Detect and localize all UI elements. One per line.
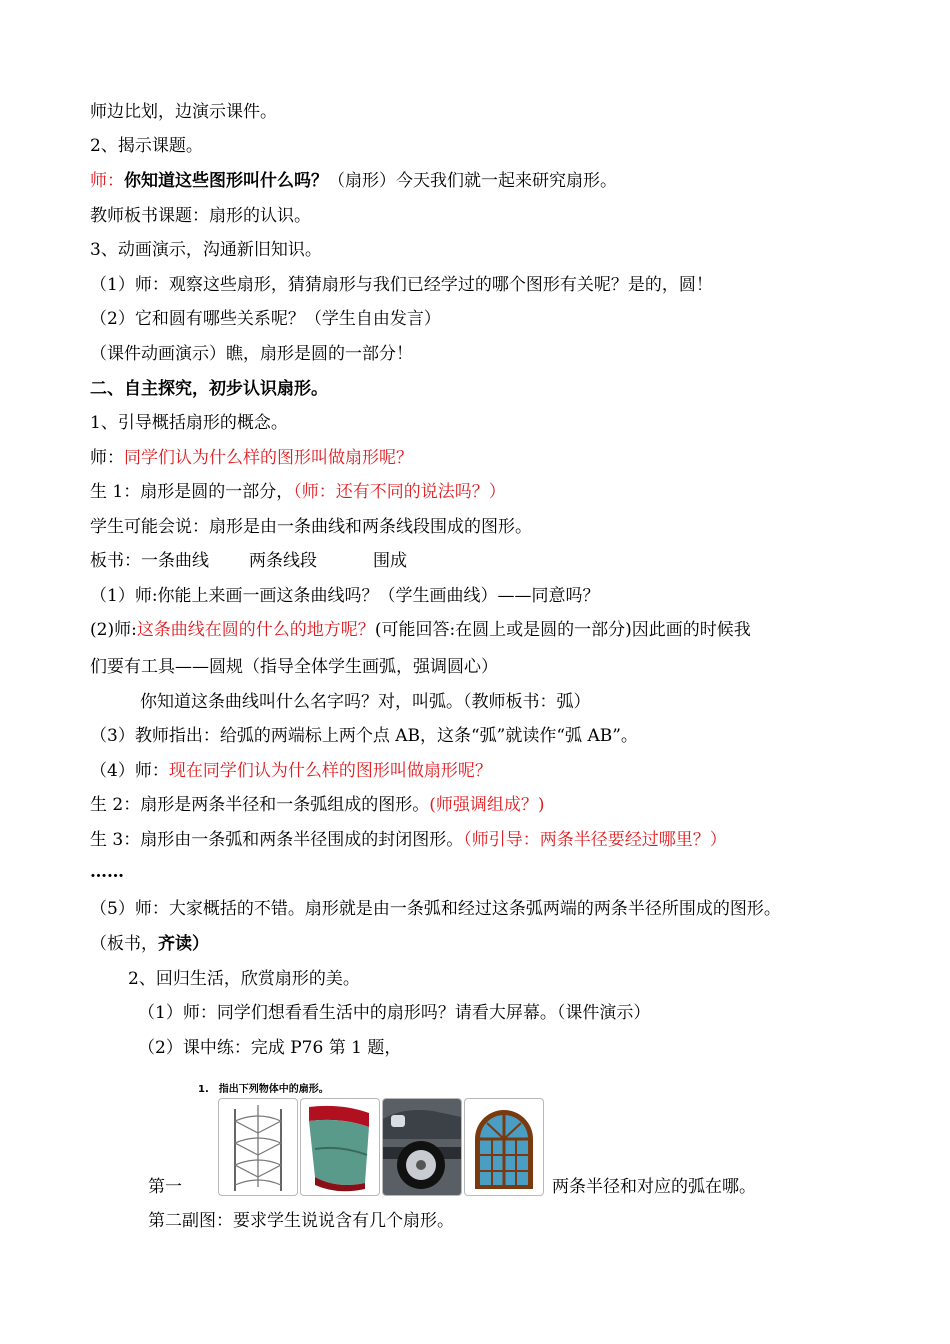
text-line-12 <box>90 480 506 504</box>
section-heading-2: 二、自主探究，初步认识扇形。 <box>90 379 328 399</box>
board-item-curve: 板书：一条曲线 <box>90 551 209 571</box>
text-line-7: （2）它和圆有哪些关系呢？（学生自由发言） <box>90 309 441 329</box>
ellipsis-line: …… <box>90 862 124 882</box>
student-answer: 生 1：扇形是圆的一部分， <box>90 482 294 502</box>
corner-shelf-image <box>218 1098 298 1196</box>
figure-title: 1. 指出下列物体中的扇形。 <box>198 1084 329 1095</box>
student-answer: 生 2：扇形是两条半径和一条弧组成的图形。 <box>90 795 430 815</box>
text-line-21 <box>90 793 545 817</box>
exercise-figure <box>190 1078 550 1198</box>
possible-answer: (可能回答:在圆上或是圆的一部分)因此画的时候我 <box>374 620 751 640</box>
text-line-8: （课件动画演示）瞧，扇形是圆的一部分！ <box>90 344 413 364</box>
text-line-24: （5）师：大家概括的不错。扇形就是由一条弧和经过这条弧两端的两条半径所围成的图形。 <box>90 899 781 919</box>
teacher-label: 师： <box>90 171 124 191</box>
text-line-14 <box>90 549 407 573</box>
text-line-20 <box>90 759 492 783</box>
text-line-30: 第二副图：要求学生说说含有几个扇形。 <box>148 1211 454 1231</box>
text-line-25 <box>90 932 209 956</box>
teacher-followup: （师引导：两条半径要经过哪里？） <box>463 830 727 850</box>
text-line-19: （3）教师指出：给弧的两端标上两个点 AB，这条“弧”就读作“弧 AB”。 <box>90 726 638 746</box>
curved-cabinet-icon <box>301 1099 379 1195</box>
teacher-question: 你知道这些图形叫什么吗？ <box>124 171 328 191</box>
car-wheel-icon <box>383 1099 461 1195</box>
board-note: （板书， <box>90 934 158 954</box>
text-line-22 <box>90 828 727 852</box>
board-item-enclose: 围成 <box>373 551 407 571</box>
teacher-question: 这条曲线在圆的什么的地方呢？ <box>136 620 375 640</box>
text-line-29-start: 第一 <box>148 1177 182 1197</box>
arched-window-icon <box>465 1099 543 1195</box>
curved-cabinet-image <box>300 1098 380 1196</box>
text-line-4: 教师板书课题：扇形的认识。 <box>90 206 311 226</box>
text-line-18: 你知道这条曲线叫什么名字吗？对，叫弧。（教师板书：弧） <box>140 692 591 712</box>
teacher-remark: （扇形）今天我们就一起来研究扇形。 <box>328 171 617 191</box>
teacher-question: 现在同学们认为什么样的图形叫做扇形呢？ <box>168 761 492 781</box>
teacher-question: 同学们认为什么样的图形叫做扇形呢？ <box>124 448 413 468</box>
corner-shelf-icon <box>219 1099 297 1195</box>
text-line-3 <box>90 169 617 193</box>
board-item-segments: 两条线段 <box>249 551 317 571</box>
text-line-26: 2、回归生活，欣赏扇形的美。 <box>128 969 360 989</box>
text-line-29-end: 两条半径和对应的弧在哪。 <box>552 1177 756 1197</box>
teacher-followup: （师：还有不同的说法吗？） <box>293 482 506 502</box>
teacher-label: (2)师: <box>90 620 137 640</box>
student-answer: 生 3：扇形由一条弧和两条半径围成的封闭图形。 <box>90 830 464 850</box>
car-wheel-image <box>382 1098 462 1196</box>
arched-window-image <box>464 1098 544 1196</box>
text-line-17: 们要有工具——圆规（指导全体学生画弧，强调圆心） <box>90 657 498 677</box>
text-line-28: （2）课中练：完成 P76 第 1 题， <box>138 1038 402 1058</box>
text-line-2: 2、揭示课题。 <box>90 136 203 156</box>
text-line-5: 3、动画演示，沟通新旧知识。 <box>90 240 322 260</box>
teacher-label: 师： <box>90 448 124 468</box>
text-line-11 <box>90 446 413 470</box>
text-line-15: （1）师:你能上来画一画这条曲线吗？（学生画曲线）——同意吗？ <box>90 586 600 606</box>
text-line-27: （1）师：同学们想看看生活中的扇形吗？请看大屏幕。（课件演示） <box>138 1003 651 1023</box>
text-line-10: 1、引导概括扇形的概念。 <box>90 413 288 433</box>
read-together: 齐读） <box>158 934 209 954</box>
text-line-13: 学生可能会说：扇形是由一条曲线和两条线段围成的图形。 <box>90 517 532 537</box>
teacher-followup: (师强调组成？) <box>429 795 545 815</box>
text-line-1: 师边比划，边演示课件。 <box>90 102 277 122</box>
teacher-label: （4）师： <box>90 761 169 781</box>
text-line-6: （1）师：观察这些扇形，猜猜扇形与我们已经学过的哪个图形有关呢？是的，圆！ <box>90 275 713 295</box>
text-line-16 <box>90 618 751 642</box>
